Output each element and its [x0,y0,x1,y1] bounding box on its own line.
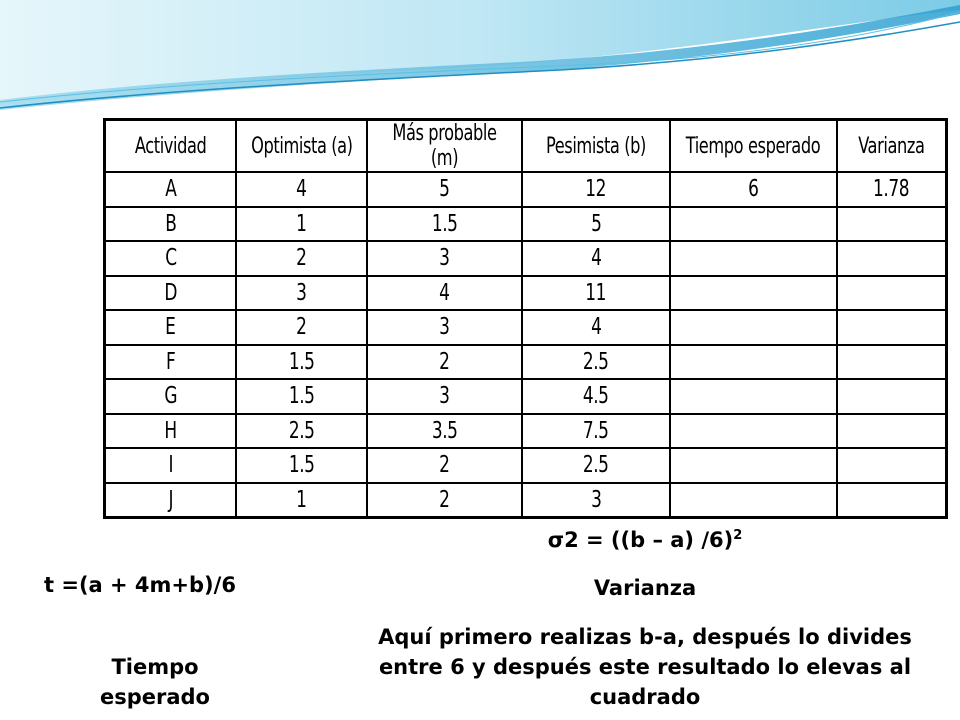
cell-actividad: F [105,345,237,380]
table-row [105,276,947,311]
pert-table-container [103,118,932,513]
table-header-row [105,120,947,173]
cell-varianza [837,310,947,345]
cell-varianza [837,276,947,311]
cell-varianza [837,345,947,380]
table-body [105,172,947,517]
cell-optimista: 3 [236,276,367,311]
cell-pesimista: 2.5 [522,345,670,380]
cell-varianza: 1.78 [837,172,947,207]
header-optimista: Optimista (a) [236,120,367,173]
table-row [105,345,947,380]
cell-optimista: 4 [236,172,367,207]
cell-pesimista: 5 [522,207,670,242]
variance-explanation: Aquí primero realizas b-a, después lo divides entre 6 y después este resultado lo elevas al cuadrado [378,625,912,709]
header-actividad: Actividad [105,120,237,173]
cell-pesimista: 4 [522,310,670,345]
cell-tiempo-esperado [670,379,837,414]
cell-pesimista: 4 [522,241,670,276]
cell-actividad: H [105,414,237,449]
table-row [105,310,947,345]
cell-optimista: 1.5 [236,345,367,380]
cell-pesimista: 4.5 [522,379,670,414]
cell-mas-probable: 3 [367,310,522,345]
cell-mas-probable: 3.5 [367,414,522,449]
cell-tiempo-esperado [670,448,837,483]
cell-actividad: I [105,448,237,483]
table-row [105,448,947,483]
cell-optimista: 1.5 [236,379,367,414]
cell-varianza [837,448,947,483]
variance-caption: Varianza [593,576,697,600]
cell-optimista: 2 [236,310,367,345]
header-mas-probable: Más probable (m) [367,120,522,173]
cell-tiempo-esperado [670,310,837,345]
cell-pesimista: 11 [522,276,670,311]
cell-mas-probable: 5 [367,172,522,207]
variance-formula-exponent: 2 [733,528,743,543]
cell-actividad: G [105,379,237,414]
table-row [105,414,947,449]
header-pesimista: Pesimista (b) [522,120,670,173]
variance-formula [395,528,895,552]
cell-mas-probable: 4 [367,276,522,311]
table-row [105,483,947,518]
table-row [105,241,947,276]
cell-actividad: J [105,483,237,518]
cell-actividad: C [105,241,237,276]
cell-pesimista: 7.5 [522,414,670,449]
cell-mas-probable: 2 [367,483,522,518]
cell-optimista: 2.5 [236,414,367,449]
header-tiempo-esperado: Tiempo esperado [670,120,837,173]
cell-tiempo-esperado [670,414,837,449]
cell-optimista: 2 [236,241,367,276]
cell-tiempo-esperado [670,207,837,242]
cell-tiempo-esperado: 6 [670,172,837,207]
cell-optimista: 1 [236,207,367,242]
cell-pesimista: 3 [522,483,670,518]
cell-actividad: E [105,310,237,345]
table-row [105,379,947,414]
cell-mas-probable: 1.5 [367,207,522,242]
cell-varianza [837,379,947,414]
table-row [105,207,947,242]
cell-actividad: B [105,207,237,242]
cell-varianza [837,483,947,518]
pert-table [103,118,948,519]
cell-tiempo-esperado [670,483,837,518]
cell-actividad: D [105,276,237,311]
cell-optimista: 1.5 [236,448,367,483]
cell-actividad: A [105,172,237,207]
cell-varianza [837,241,947,276]
cell-mas-probable: 3 [367,241,522,276]
header-varianza: Varianza [837,120,947,173]
expected-time-caption: Tiempo esperado [99,655,210,709]
cell-varianza [837,414,947,449]
top-wave-decoration [0,0,960,120]
cell-tiempo-esperado [670,276,837,311]
cell-optimista: 1 [236,483,367,518]
cell-mas-probable: 2 [367,448,522,483]
cell-mas-probable: 3 [367,379,522,414]
cell-mas-probable: 2 [367,345,522,380]
cell-pesimista: 12 [522,172,670,207]
cell-pesimista: 2.5 [522,448,670,483]
table-row [105,172,947,207]
expected-time-formula: t =(a + 4m+b)/6 [44,573,236,597]
cell-tiempo-esperado [670,345,837,380]
cell-tiempo-esperado [670,241,837,276]
cell-varianza [837,207,947,242]
variance-formula-main: σ2 = ((b – a) /6) [547,528,734,552]
